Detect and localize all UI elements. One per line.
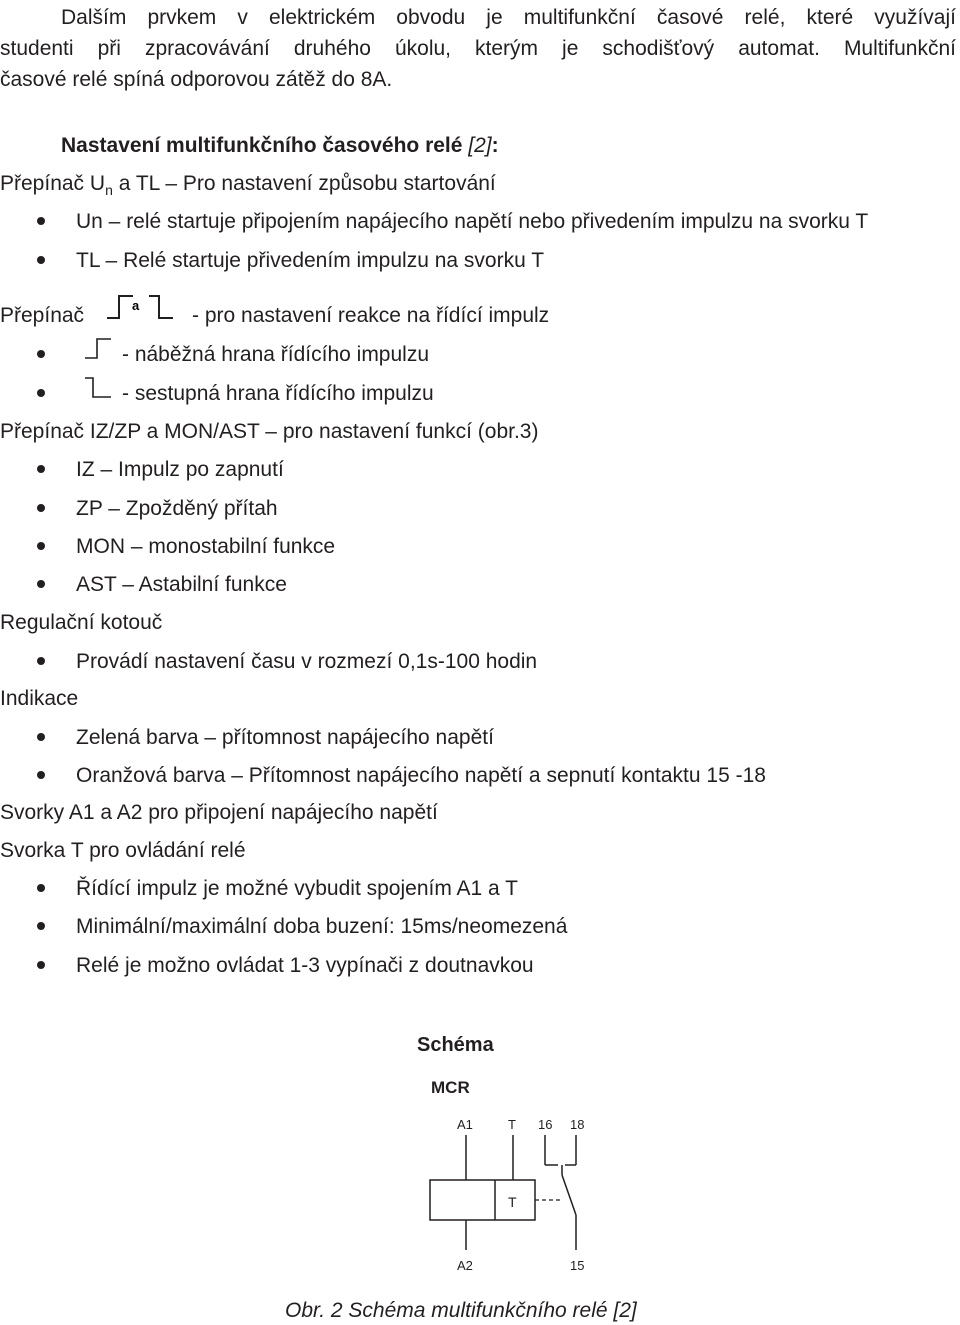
rising-edge-icon <box>83 336 113 362</box>
list-item: Zelená barva – přítomnost napájecího napětí <box>76 726 494 749</box>
bullet-icon <box>37 542 45 550</box>
figure-caption: Obr. 2 Schéma multifunkčního relé [2] <box>285 1299 637 1322</box>
schema-label-18: 18 <box>570 1117 585 1132</box>
bullet-icon <box>37 961 45 969</box>
indication-label: Indikace <box>0 687 79 710</box>
section-heading <box>61 135 499 156</box>
switch-un-label <box>0 172 496 198</box>
switch-edge-description: - pro nastavení reakce na řídící impulz <box>192 304 550 327</box>
bullet-icon <box>37 217 45 225</box>
schema-label-t-box: T <box>508 1194 517 1210</box>
list-item: - sestupná hrana řídícího impulzu <box>122 382 434 405</box>
list-item: Oranžová barva – Přítomnost napájecího napětí a sepnutí kontaktu 15 -18 <box>76 764 766 787</box>
bullet-icon <box>37 465 45 473</box>
bullet-icon <box>37 389 45 397</box>
bullet-icon <box>37 657 45 665</box>
bullet-icon <box>37 580 45 588</box>
intro-line-1: Dalším prvkem v elektrickém obvodu je multifunkční časové relé, které využívají <box>61 6 956 29</box>
edge-selector-letter: a <box>132 298 140 313</box>
falling-edge-icon <box>83 375 113 401</box>
terminal-t-label: Svorka T pro ovládání relé <box>0 839 246 862</box>
bullet-icon <box>37 256 45 264</box>
edge-selector-icon <box>105 292 175 324</box>
list-item: MON – monostabilní funkce <box>76 535 336 558</box>
list-item: ZP – Zpožděný přítah <box>76 497 278 520</box>
heading-colon: : <box>491 134 499 157</box>
schema-label-a2: A2 <box>457 1258 473 1273</box>
switch-un-prefix: Přepínač U <box>0 172 106 195</box>
list-item: Provádí nastavení času v rozmezí 0,1s-100 hodin <box>76 650 538 673</box>
dial-label: Regulační kotouč <box>0 611 163 634</box>
intro-line-3: časové relé spíná odporovou zátěž do 8A. <box>0 68 393 91</box>
list-item: Minimální/maximální doba buzení: 15ms/neomezená <box>76 915 568 938</box>
switch-function-label: Přepínač IZ/ZP a MON/AST – pro nastavení funkcí (obr.3) <box>0 420 539 443</box>
intro-line-2: studenti při zpracovávání druhého úkolu, kterým je schodišťový automat. Multifunkční <box>0 37 956 60</box>
schema-label-a1: A1 <box>457 1117 473 1132</box>
bullet-icon <box>37 771 45 779</box>
schema-label-15: 15 <box>570 1258 585 1273</box>
bullet-icon <box>37 350 45 358</box>
schema-model: MCR <box>431 1078 470 1097</box>
list-item: TL – Relé startuje přivedením impulzu na svorku T <box>76 249 545 272</box>
switch-edge-label: Přepínač <box>0 304 85 327</box>
list-item: - náběžná hrana řídícího impulzu <box>122 343 430 366</box>
heading-reference: [2] <box>468 134 492 157</box>
list-item: Un – relé startuje připojením napájecího napětí nebo přivedením impulzu na svorku T <box>76 210 869 233</box>
schema-title: Schéma <box>417 1034 494 1056</box>
switch-un-subscript: n <box>105 182 113 198</box>
bullet-icon <box>37 733 45 741</box>
bullet-icon <box>37 884 45 892</box>
intro-paragraph <box>0 2 956 95</box>
bullet-icon <box>37 504 45 512</box>
list-item: Řídící impulz je možné vybudit spojením A1 a T <box>76 877 518 900</box>
list-item: Relé je možno ovládat 1-3 vypínači z doutnavkou <box>76 954 534 977</box>
schema-label-16: 16 <box>538 1117 553 1132</box>
list-item: AST – Astabilní funkce <box>76 573 287 596</box>
list-item: IZ – Impulz po zapnutí <box>76 458 284 481</box>
schema-label-t-top: T <box>508 1117 516 1132</box>
switch-un-suffix: a TL – Pro nastavení způsobu startování <box>112 172 496 195</box>
relay-schema-diagram <box>410 1025 610 1280</box>
heading-text: Nastavení multifunkčního časového relé <box>61 134 463 157</box>
bullet-icon <box>37 922 45 930</box>
terminals-a-label: Svorky A1 a A2 pro připojení napájecího napětí <box>0 801 438 824</box>
